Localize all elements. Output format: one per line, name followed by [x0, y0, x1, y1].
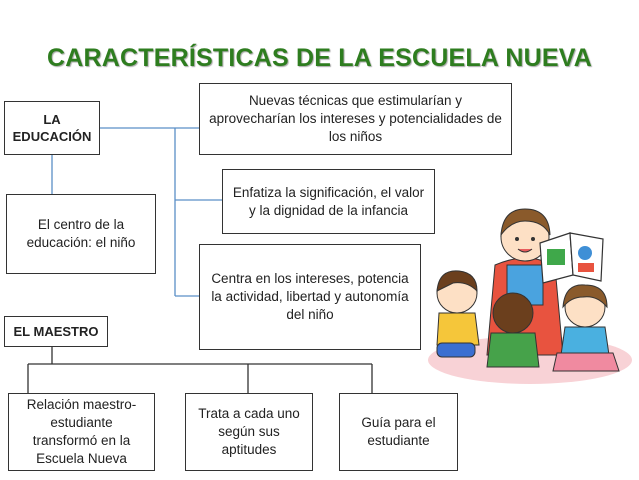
teacher-reading-to-children-icon: [425, 195, 635, 390]
maestro-item-1: Relación maestro-estudiante transformó en la Escuela Nueva: [8, 393, 155, 471]
center-box: El centro de la educación: el niño: [6, 194, 156, 274]
feature-box-3: Centra en los intereses, potencia la actividad, libertad y autonomía del niño: [199, 244, 421, 350]
open-book: [540, 233, 603, 283]
el-maestro-box: EL MAESTRO: [4, 316, 108, 347]
diagram-title: CARACTERÍSTICAS DE LA ESCUELA NUEVA: [47, 44, 592, 72]
la-educacion-box: LA EDUCACIÓN: [4, 101, 100, 155]
maestro-item-2: Trata a cada uno según sus aptitudes: [185, 393, 313, 471]
feature-box-1: Nuevas técnicas que estimularían y aprovecharían los intereses y potencialidades de los niños: [199, 83, 512, 155]
child-left: [437, 271, 479, 357]
maestro-item-3: Guía para el estudiante: [339, 393, 458, 471]
feature-box-2: Enfatiza la significación, el valor y la dignidad de la infancia: [222, 169, 435, 234]
child-right: [553, 285, 619, 371]
